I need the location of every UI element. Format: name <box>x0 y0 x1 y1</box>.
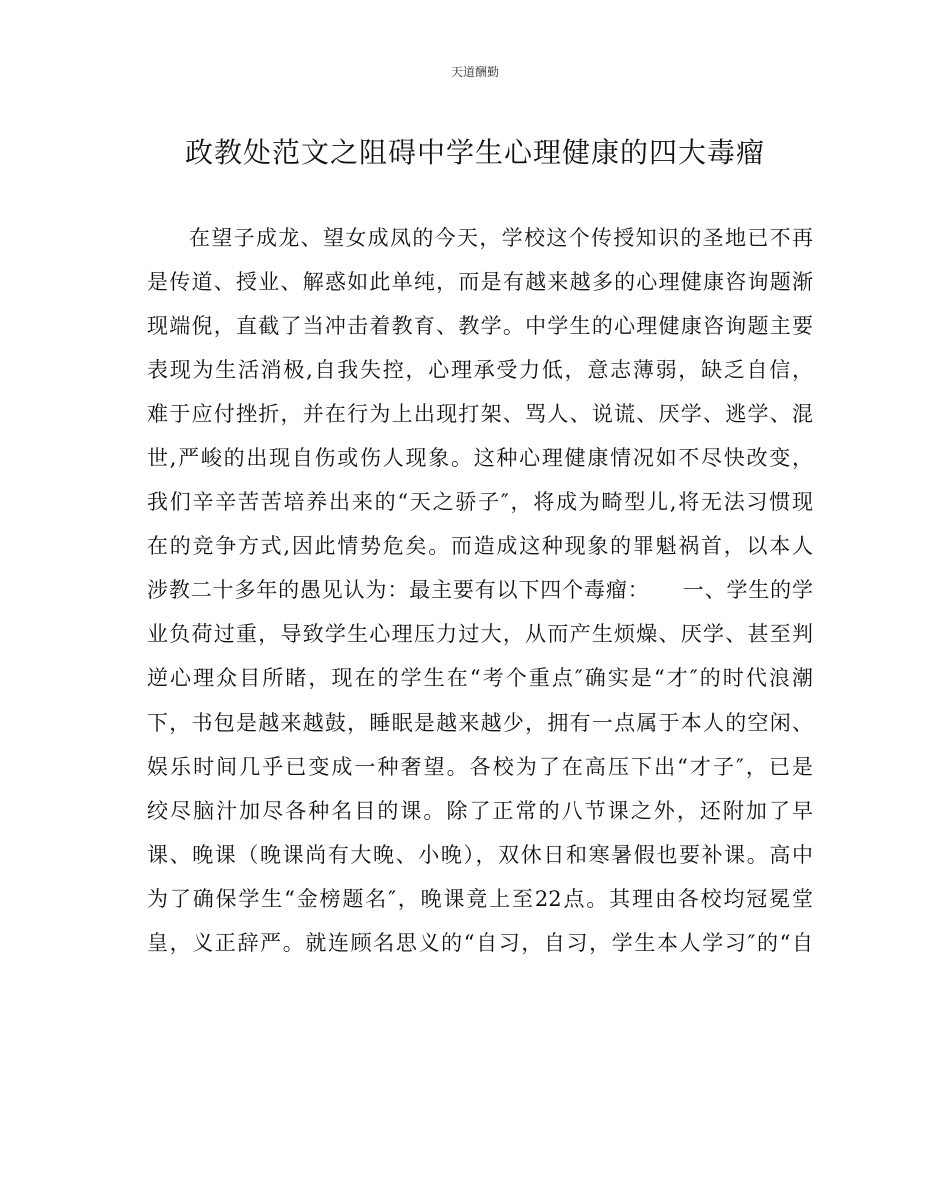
body-line: 为了确保学生“金榜题名″，晚课竟上至22点。其理由各校均冠冕堂 <box>147 886 813 911</box>
body-line: 逆心理众目所睹，现在的学生在“考个重点″确实是“才″的时代浪潮 <box>147 666 813 691</box>
body-line: 皇，义正辞严。就连顾名思义的“自习，自习，学生本人学习″的“自 <box>147 930 813 955</box>
body-line: 在的竞争方式,因此情势危矣。而造成这种现象的罪魁祸首，以本人 <box>147 534 813 559</box>
body-line: 难于应付挫折，并在行为上出现打架、骂人、说谎、厌学、逃学、混 <box>147 402 813 427</box>
body-line: 我们辛辛苦苦培养出来的“天之骄子″，将成为畸型儿,将无法习惯现 <box>147 490 813 515</box>
body-line: 现端倪，直截了当冲击着教育、教学。中学生的心理健康咨询题主要 <box>147 314 813 339</box>
document-body <box>147 219 813 968</box>
body-line: 下，书包是越来越鼓，睡眠是越来越少，拥有一点属于本人的空闲、 <box>147 710 813 735</box>
body-line: 业负荷过重，导致学生心理压力过大，从而产生烦燥、厌学、甚至判 <box>147 622 813 647</box>
body-line: 绞尽脑汁加尽各种名目的课。除了正常的八节课之外，还附加了早 <box>147 798 813 823</box>
body-line: 表现为生活消极,自我失控，心理承受力低，意志薄弱，缺乏自信， <box>147 358 813 383</box>
body-line: 世,严峻的出现自伤或伤人现象。这种心理健康情况如不尽快改变， <box>147 446 813 471</box>
body-line: 课、晚课（晚课尚有大晚、小晚），双休日和寒暑假也要补课。高中 <box>147 842 813 867</box>
document-title: 政教处范文之阻碍中学生心理健康的四大毒瘤 <box>184 136 765 169</box>
page-header: 天道酬勤 <box>450 65 499 79</box>
body-line: 在望子成龙、望女成凤的今天，学校这个传授知识的圣地已不再 <box>189 226 813 250</box>
body-line: 娱乐时间几乎已变成一种奢望。各校为了在高压下出“才子″，已是 <box>147 754 813 779</box>
body-line: 涉教二十多年的愚见认为：最主要有以下四个毒瘤： 一、学生的学 <box>147 578 813 603</box>
body-line: 是传道、授业、解惑如此单纯，而是有越来越多的心理健康咨询题渐 <box>147 270 813 295</box>
